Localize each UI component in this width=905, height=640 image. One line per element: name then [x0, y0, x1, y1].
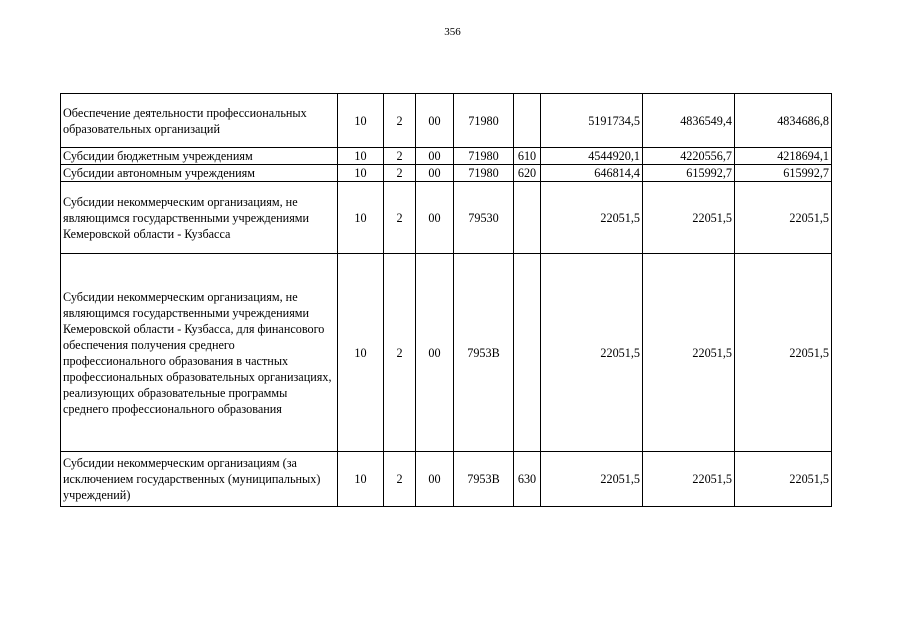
section-code: 10: [338, 165, 384, 182]
amount-year-1: 22051,5: [541, 254, 643, 452]
table-row: [61, 165, 832, 182]
subsection-code: 2: [384, 165, 416, 182]
program-code: 00: [416, 254, 454, 452]
row-name: Субсидии некоммерческим организациям, не являющимся государственными учреждениями Кемеровской области - Кузбасса, для финансового обеспечения получения среднего профессионального образования в частных профессиональных образовательных организациях, реализующих образовательные программы среднего профессионального образования: [61, 254, 338, 452]
expense-type-code: [514, 182, 541, 254]
direction-code: 7953B: [454, 452, 514, 507]
program-code: 00: [416, 148, 454, 165]
program-code: 00: [416, 182, 454, 254]
expense-type-code: [514, 94, 541, 148]
amount-year-2: 22051,5: [643, 452, 735, 507]
table-row: [61, 254, 832, 452]
amount-year-2: 615992,7: [643, 165, 735, 182]
direction-code: 7953B: [454, 254, 514, 452]
expense-type-code: [514, 254, 541, 452]
section-code: 10: [338, 452, 384, 507]
amount-year-1: 5191734,5: [541, 94, 643, 148]
subsection-code: 2: [384, 254, 416, 452]
amount-year-3: 22051,5: [735, 452, 832, 507]
table-row: [61, 94, 832, 148]
direction-code: 71980: [454, 94, 514, 148]
subsection-code: 2: [384, 452, 416, 507]
amount-year-3: 22051,5: [735, 182, 832, 254]
subsection-code: 2: [384, 182, 416, 254]
amount-year-2: 4836549,4: [643, 94, 735, 148]
program-code: 00: [416, 452, 454, 507]
program-code: 00: [416, 165, 454, 182]
expense-type-code: 610: [514, 148, 541, 165]
table-row: [61, 452, 832, 507]
subsection-code: 2: [384, 94, 416, 148]
row-name: Субсидии бюджетным учреждениям: [61, 148, 338, 165]
row-name: Субсидии некоммерческим организациям, не являющимся государственными учреждениями Кемеровской области - Кузбасса: [61, 182, 338, 254]
amount-year-2: 22051,5: [643, 182, 735, 254]
expense-type-code: 630: [514, 452, 541, 507]
row-name: Субсидии автономным учреждениям: [61, 165, 338, 182]
table-row: [61, 148, 832, 165]
page-number: 356: [444, 26, 461, 38]
amount-year-3: 4834686,8: [735, 94, 832, 148]
expense-type-code: 620: [514, 165, 541, 182]
subsection-code: 2: [384, 148, 416, 165]
amount-year-1: 22051,5: [541, 182, 643, 254]
row-name: Субсидии некоммерческим организациям (за исключением государственных (муниципальных) учреждений): [61, 452, 338, 507]
table-row: [61, 182, 832, 254]
direction-code: 71980: [454, 148, 514, 165]
direction-code: 79530: [454, 182, 514, 254]
row-name: Обеспечение деятельности профессиональных образовательных организаций: [61, 94, 338, 148]
section-code: 10: [338, 148, 384, 165]
amount-year-3: 4218694,1: [735, 148, 832, 165]
section-code: 10: [338, 182, 384, 254]
amount-year-2: 4220556,7: [643, 148, 735, 165]
program-code: 00: [416, 94, 454, 148]
section-code: 10: [338, 254, 384, 452]
amount-year-1: 646814,4: [541, 165, 643, 182]
amount-year-1: 4544920,1: [541, 148, 643, 165]
amount-year-2: 22051,5: [643, 254, 735, 452]
section-code: 10: [338, 94, 384, 148]
amount-year-3: 22051,5: [735, 254, 832, 452]
amount-year-3: 615992,7: [735, 165, 832, 182]
amount-year-1: 22051,5: [541, 452, 643, 507]
budget-table: [60, 93, 832, 507]
direction-code: 71980: [454, 165, 514, 182]
